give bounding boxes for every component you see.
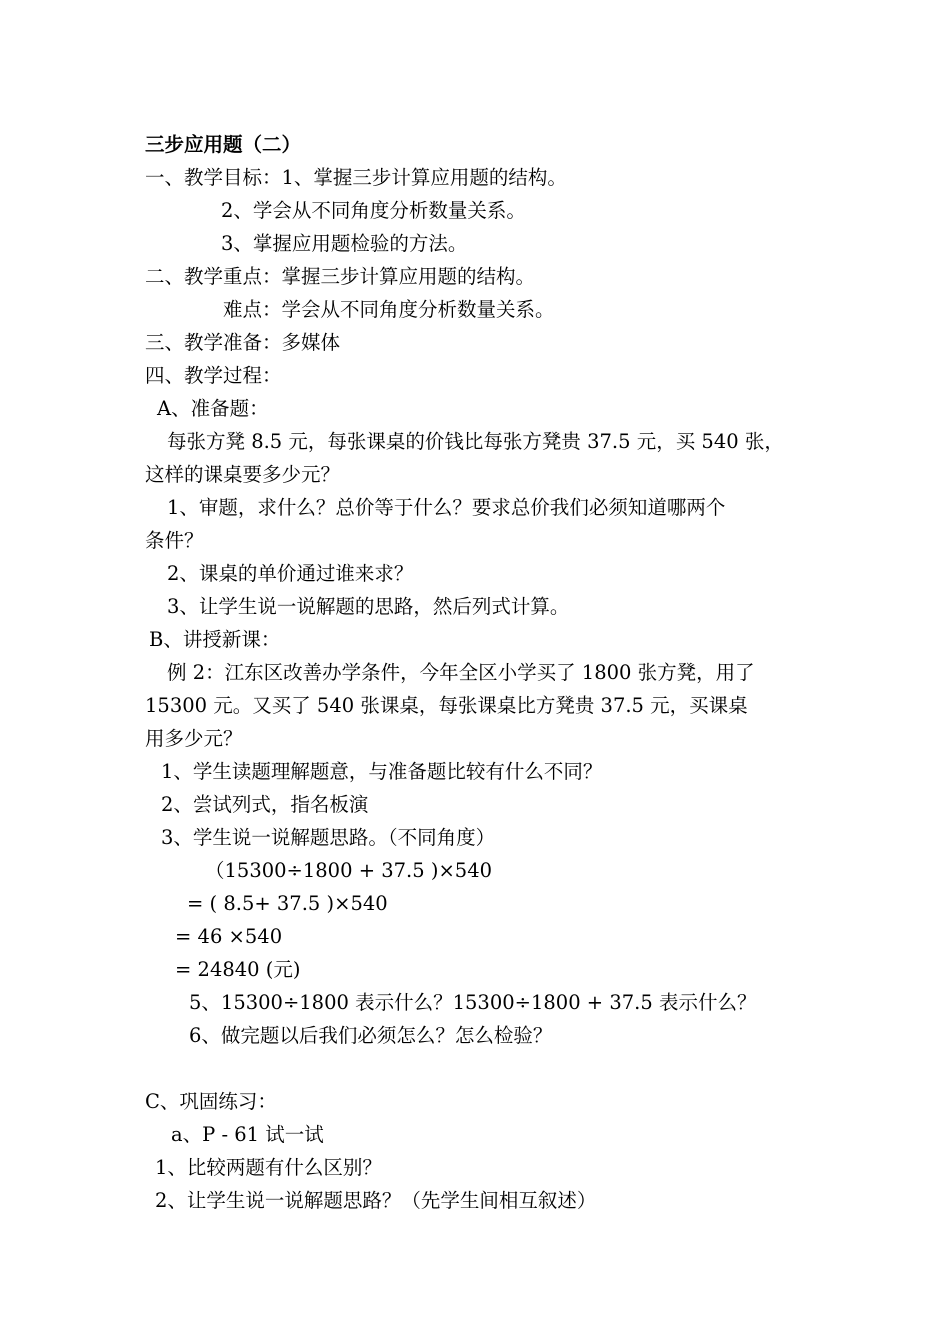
prep-problem-line-1: 每张方凳 8.5 元，每张课桌的价钱比每张方凳贵 37.5 元，买 540 张，: [167, 430, 784, 453]
prep-question-2: 2、课桌的单价通过谁来求？: [167, 562, 414, 585]
practice-question-2: 2、让学生说一说解题思路？（先学生间相互叙述）: [155, 1189, 597, 1212]
teaching-goal-2: 2、学会从不同角度分析数量关系。: [221, 199, 526, 222]
lesson-step-1: 1、学生读题理解题意，与准备题比较有什么不同？: [161, 760, 603, 783]
lesson-step-3: 3、学生说一说解题思路。（不同角度）: [161, 826, 496, 849]
equation-line-4: = 24840 (元): [175, 958, 301, 981]
document-title: 三步应用题（二）: [145, 133, 302, 156]
teaching-goal-1: 一、教学目标：1、掌握三步计算应用题的结构。: [145, 166, 567, 189]
equation-line-3: = 46 ×540: [175, 925, 283, 948]
example-line-2: 15300 元。又买了 540 张课桌，每张课桌比方凳贵 37.5 元，买课桌: [145, 694, 748, 717]
prep-question-3: 3、让学生说一说解题的思路，然后列式计算。: [167, 595, 570, 618]
lesson-step-2: 2、尝试列式，指名板演: [161, 793, 369, 816]
practice-a: a、P - 61 试一试: [171, 1123, 324, 1146]
teaching-goal-3: 3、掌握应用题检验的方法。: [221, 232, 468, 255]
document-body: [145, 128, 815, 1217]
lesson-step-6: 6、做完题以后我们必须怎么？怎么检验？: [189, 1024, 553, 1047]
section-a-heading: A、准备题：: [157, 397, 269, 420]
section-b-heading: B、讲授新课：: [149, 628, 281, 651]
prep-question-1-line-1: 1、审题，求什么？总价等于什么？要求总价我们必须知道哪两个: [167, 496, 726, 519]
blank-line: [145, 1052, 815, 1085]
prep-question-1-line-2: 条件？: [145, 529, 204, 552]
section-c-heading: C、巩固练习：: [145, 1090, 277, 1113]
practice-question-1: 1、比较两题有什么区别？: [155, 1156, 382, 1179]
teaching-difficulty: 难点：学会从不同角度分析数量关系。: [223, 298, 555, 321]
equation-line-2: = ( 8.5+ 37.5 )×540: [187, 892, 388, 915]
lesson-step-5: 5、15300÷1800 表示什么？15300÷1800 + 37.5 表示什么？: [189, 991, 757, 1014]
teaching-preparation: 三、教学准备：多媒体: [145, 331, 341, 354]
prep-problem-line-2: 这样的课桌要多少元？: [145, 463, 341, 486]
teaching-process-heading: 四、教学过程：: [145, 364, 282, 387]
example-line-3: 用多少元？: [145, 727, 243, 750]
equation-line-1: （15300÷1800 + 37.5 )×540: [205, 859, 493, 882]
teaching-key-point: 二、教学重点：掌握三步计算应用题的结构。: [145, 265, 536, 288]
example-line-1: 例 2：江东区改善办学条件，今年全区小学买了 1800 张方凳，用了: [167, 661, 755, 684]
